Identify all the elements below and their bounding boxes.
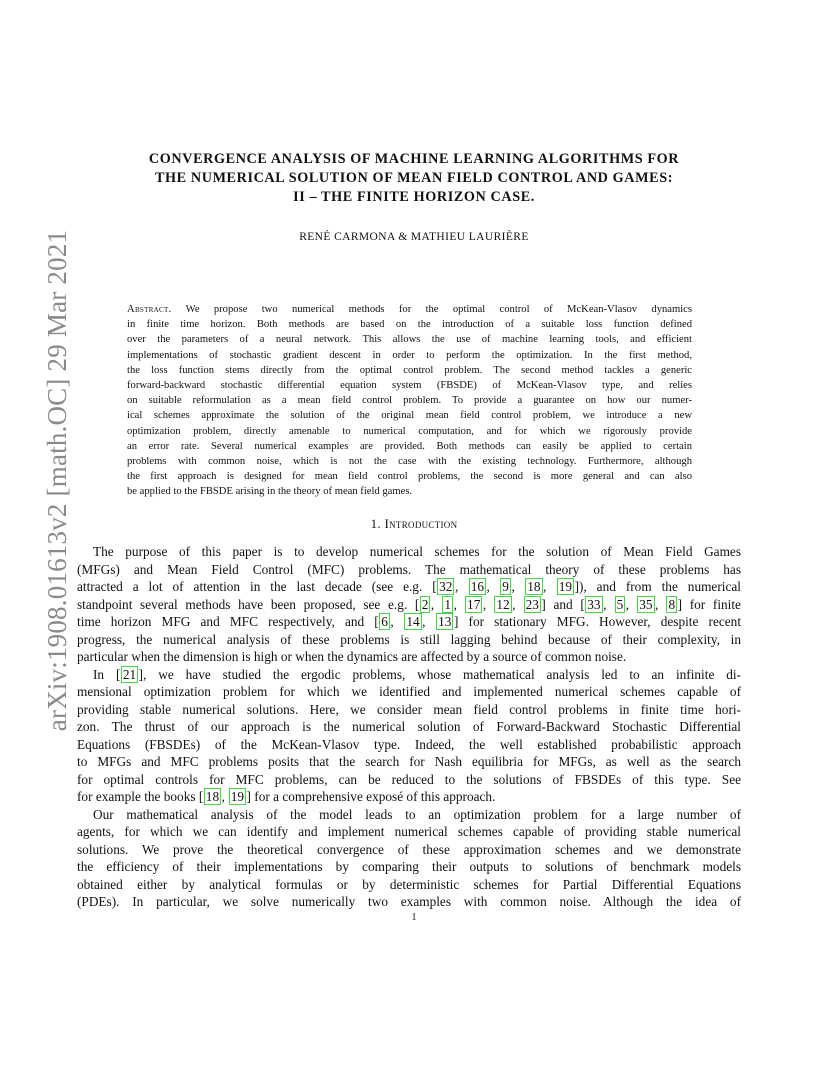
- authors: RENÉ CARMONA & MATHIEU LAURIÈRE: [299, 231, 529, 243]
- abstract-line: problems with common noise, which is not the case with the existing technology. Furthermore, although: [127, 456, 692, 468]
- body-line: standpoint several methods have been proposed, see e.g. [ 2 , 1 , 17 , 12 , 23 ] and [ 33 , 5 , 35 , 8 ] for finite: [77, 596, 741, 612]
- abstract-line: an error rate. Several numerical examples are provided. Both methods can easily be applied to certain: [127, 440, 692, 452]
- citation-link[interactable]: 18: [527, 579, 541, 594]
- text: ] for stationary MFG. However, despite recent: [453, 614, 742, 629]
- title-line: THE NUMERICAL SOLUTION OF MEAN FIELD CONTROL AND GAMES:: [154, 170, 674, 187]
- body-line: [77, 666, 741, 684]
- text: ]), and from the numerical: [574, 579, 741, 594]
- abstract-line: in finite time horizon. Both methods are based on the introduction of a suitable loss function defined: [127, 319, 692, 331]
- citation-link[interactable]: 14: [406, 614, 420, 629]
- citation-link[interactable]: 2: [421, 596, 429, 612]
- text: In [: [93, 666, 121, 682]
- body-line: particular when the dimension is high or when the dynamics are affected by a source of common noise.: [77, 649, 627, 664]
- body-text: [77, 543, 741, 911]
- body-line: Equations (FBSDEs) of the McKean-Vlasov type. Indeed, the well established probabilistic approach: [77, 736, 741, 752]
- body-line: progress, the numerical analysis of these problems is still lagging behind because of their complexity, in: [77, 631, 741, 647]
- citation-link[interactable]: 33: [587, 596, 601, 612]
- citation-link[interactable]: 19: [558, 579, 573, 594]
- citation-link[interactable]: 6: [381, 614, 388, 629]
- citation-link[interactable]: 5: [616, 596, 624, 612]
- citation-link[interactable]: 9: [502, 579, 509, 594]
- citation-link[interactable]: 17: [467, 596, 481, 612]
- text: ] for finite: [677, 596, 741, 612]
- citation-link[interactable]: 12: [496, 596, 510, 612]
- abstract-line: forward-backward stochastic differential equation system (FBSDE) of McKean-Vlasov type, and relies: [127, 380, 692, 392]
- abstract-line: the loss function stems directly from the optimal control problem. The second method tackles a generic: [127, 364, 692, 376]
- section-title: Introduction: [384, 516, 458, 531]
- paper-title: [90, 150, 738, 208]
- arxiv-identifier-stamp: [38, 229, 78, 731]
- abstract-line: optimization problem, directly amenable to numerical computation, and for which we rigorously provide: [127, 425, 692, 437]
- citation-link[interactable]: 21: [122, 666, 137, 682]
- abstract-line: [127, 302, 692, 317]
- abstract-line: ical schemes approximate the solution of the original mean field control problem, we introduce a new: [127, 410, 692, 422]
- abstract-line: over the parameters of a neural network. This allows the use of machine learning tools, and efficient: [127, 334, 692, 346]
- text: ], we have studied the ergodic problems, whose mathematical analysis led to an infinite di-: [138, 666, 741, 682]
- body-line: attracted a lot of attention in the last decade (see e.g. [ 32 , 16 , 9 , 18 , 19 ]), and from the numerical: [77, 579, 741, 594]
- section-number: 1.: [370, 516, 381, 531]
- body-line: (PDEs). In particular, we solve numerically two examples with common noise. Although the idea of: [77, 894, 741, 909]
- body-line: solutions. We prove the theoretical convergence of these approximation schemes and we demonstrate: [77, 841, 741, 857]
- text: for example the books [: [77, 789, 204, 804]
- citation-link[interactable]: 35: [639, 596, 653, 612]
- body-line: (MFGs) and Mean Field Control (MFC) problems. The mathematical theory of these problems has: [77, 561, 741, 577]
- page-number: 1: [411, 912, 417, 923]
- citation-link[interactable]: 23: [525, 596, 539, 612]
- citation-link[interactable]: 16: [470, 579, 485, 594]
- body-line: zon. The thrust of our approach is the numerical solution of Forward-Backward Stochastic Differential: [77, 719, 741, 734]
- title-line: CONVERGENCE ANALYSIS OF MACHINE LEARNING ALGORITHMS FOR: [148, 151, 680, 167]
- text: time horizon MFG and MFC respectively, and [: [77, 614, 379, 629]
- section-heading: [90, 516, 738, 532]
- citation-link[interactable]: 18: [205, 789, 220, 804]
- citation-link[interactable]: 32: [439, 579, 453, 594]
- body-line: to MFGs and MFC problems posits that the search for Nash equilibria for MFGs, as well as the search: [77, 754, 741, 769]
- citation-link[interactable]: 8: [668, 596, 676, 612]
- body-line: mensional optimization problem for which we identified and implemented numerical schemes capable of: [77, 684, 741, 699]
- citation-link[interactable]: 1: [444, 596, 452, 612]
- body-line: agents, for which we can identify and implement numerical schemes capable of providing stable numerical: [77, 824, 741, 839]
- text: attracted a lot of attention in the last decade (see e.g. [: [77, 579, 437, 594]
- text: standpoint several methods have been proposed, see e.g. [: [77, 596, 420, 612]
- abstract-line: implementations of stochastic gradient descent in order to perform the optimization. In the first method,: [127, 349, 692, 361]
- abstract-label: Abstract.: [127, 304, 172, 315]
- abstract-line: on suitable reformulation as a mean field control problem. To provide a guarantee on how our numer-: [127, 395, 692, 407]
- text: ] for a comprehensive exposé of this approach.: [246, 789, 496, 804]
- text: ] and [: [541, 596, 585, 612]
- abstract-text: We propose two numerical methods for the optimal control of McKean-Vlasov dynamics: [185, 304, 692, 315]
- body-line: the efficiency of their implementations by comparing their outputs to solutions of benchmark models: [77, 859, 741, 874]
- abstract-line: the first approach is designed for mean field control problems, the second is more general and can also: [127, 471, 692, 483]
- body-line: time horizon MFG and MFC respectively, and [ 6 , 14 , 13 ] for stationary MFG. However, despite recent: [77, 614, 742, 629]
- citation-link[interactable]: 19: [230, 789, 245, 804]
- abstract-line: be applied to the FBSDE arising in the theory of mean field games.: [127, 486, 413, 498]
- arxiv-identifier: arXiv:1908.01613v2 [math.OC] 29 Mar 2021: [42, 229, 73, 731]
- body-line: Our mathematical analysis of the model leads to an optimization problem for a large number of: [93, 806, 741, 822]
- abstract: [127, 302, 692, 500]
- body-line: obtained either by analytical formulas or by deterministic schemes for Partial Differential Equations: [77, 876, 741, 892]
- citation-link[interactable]: 13: [438, 614, 452, 629]
- body-line: The purpose of this paper is to develop numerical schemes for the solution of Mean Field Games: [93, 544, 741, 559]
- body-line: for example the books [ 18 , 19 ] for a comprehensive exposé of this approach.: [77, 789, 496, 804]
- body-line: for optimal controls for MFC problems, can be reduced to the solutions of FBSDEs of this type. See: [77, 771, 741, 787]
- title-line: II – THE FINITE HORIZON CASE.: [293, 189, 535, 206]
- body-line: providing stable numerical solutions. Here, we consider mean field control problems in finite time hori-: [77, 701, 741, 717]
